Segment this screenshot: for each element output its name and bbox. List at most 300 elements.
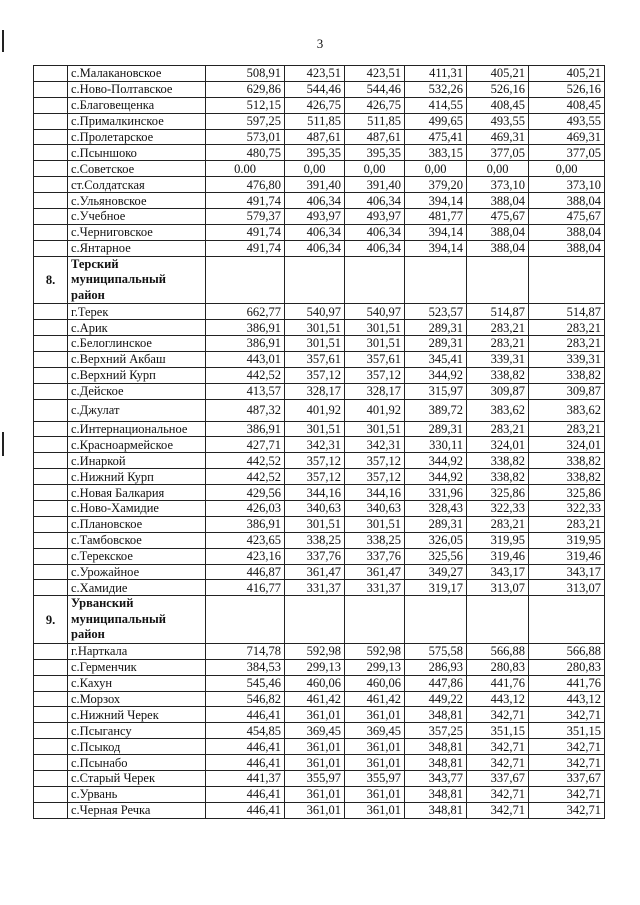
price-cell: 408,45 <box>529 97 605 113</box>
price-cell: 384,53 <box>206 659 285 675</box>
price-cell: 446,41 <box>206 786 285 802</box>
price-cell: 369,45 <box>345 723 405 739</box>
price-cell: 446,41 <box>206 755 285 771</box>
index-cell <box>34 240 68 256</box>
district-name <box>68 256 206 304</box>
settlement-name: с.Интернациональное <box>68 421 206 437</box>
price-cell: 416,77 <box>206 580 285 596</box>
price-cell: 401,92 <box>285 399 345 421</box>
table-row <box>34 437 605 453</box>
price-cell: 357,12 <box>345 453 405 469</box>
table-row <box>34 383 605 399</box>
price-cell: 289,31 <box>405 421 467 437</box>
price-cell: 348,81 <box>405 739 467 755</box>
price-cell: 405,21 <box>529 66 605 82</box>
price-cell: 394,14 <box>405 240 467 256</box>
price-cell: 319,46 <box>467 548 529 564</box>
empty-cell <box>285 596 345 644</box>
table-row <box>34 177 605 193</box>
price-cell: 343,77 <box>405 770 467 786</box>
table-row <box>34 335 605 351</box>
price-cell: 342,71 <box>467 786 529 802</box>
table-row <box>34 145 605 161</box>
price-cell: 357,25 <box>405 723 467 739</box>
price-cell: 342,71 <box>529 707 605 723</box>
settlement-name: с.Урожайное <box>68 564 206 580</box>
price-cell: 338,82 <box>467 469 529 485</box>
price-cell: 475,67 <box>467 209 529 225</box>
price-cell: 491,74 <box>206 224 285 240</box>
price-cell: 406,34 <box>285 193 345 209</box>
price-cell: 283,21 <box>467 421 529 437</box>
price-cell: 289,31 <box>405 335 467 351</box>
price-cell: 337,76 <box>345 548 405 564</box>
price-cell: 526,16 <box>467 81 529 97</box>
price-cell: 540,97 <box>285 304 345 320</box>
price-cell: 373,10 <box>529 177 605 193</box>
price-cell: 493,97 <box>285 209 345 225</box>
price-cell: 406,34 <box>345 224 405 240</box>
settlement-name: с.Советское <box>68 161 206 177</box>
price-cell: 508,91 <box>206 66 285 82</box>
price-cell: 338,82 <box>529 367 605 383</box>
price-cell: 361,47 <box>345 564 405 580</box>
price-cell: 313,07 <box>467 580 529 596</box>
price-cell: 313,07 <box>529 580 605 596</box>
table-row <box>34 66 605 82</box>
price-cell: 357,12 <box>345 469 405 485</box>
price-table <box>33 65 605 819</box>
price-cell: 423,65 <box>206 532 285 548</box>
price-cell: 579,37 <box>206 209 285 225</box>
price-cell: 511,85 <box>345 113 405 129</box>
price-cell: 0.00 <box>206 161 285 177</box>
price-cell: 351,15 <box>467 723 529 739</box>
price-cell: 480,75 <box>206 145 285 161</box>
price-cell: 343,17 <box>467 564 529 580</box>
price-cell: 325,56 <box>405 548 467 564</box>
margin-mark <box>2 432 4 456</box>
index-cell <box>34 786 68 802</box>
price-cell: 361,01 <box>285 802 345 818</box>
settlement-name: с.Красноармейское <box>68 437 206 453</box>
price-cell: 344,92 <box>405 453 467 469</box>
table-row <box>34 81 605 97</box>
district-header-row <box>34 256 605 304</box>
price-cell: 405,21 <box>467 66 529 82</box>
price-cell: 326,05 <box>405 532 467 548</box>
table-row <box>34 161 605 177</box>
price-cell: 337,67 <box>529 770 605 786</box>
price-cell: 442,52 <box>206 453 285 469</box>
price-cell: 427,71 <box>206 437 285 453</box>
settlement-name: с.Ново-Полтавское <box>68 81 206 97</box>
index-cell <box>34 224 68 240</box>
index-cell <box>34 81 68 97</box>
price-cell: 289,31 <box>405 516 467 532</box>
price-cell: 426,03 <box>206 500 285 516</box>
index-cell <box>34 177 68 193</box>
price-cell: 355,97 <box>345 770 405 786</box>
price-cell: 357,61 <box>345 351 405 367</box>
price-cell: 406,34 <box>345 240 405 256</box>
price-cell: 309,87 <box>529 383 605 399</box>
price-cell: 322,33 <box>529 500 605 516</box>
price-cell: 342,31 <box>285 437 345 453</box>
price-cell: 414,55 <box>405 97 467 113</box>
price-cell: 361,01 <box>285 707 345 723</box>
table-row <box>34 643 605 659</box>
settlement-name: с.Новая Балкария <box>68 485 206 501</box>
price-cell: 338,25 <box>285 532 345 548</box>
price-cell: 355,97 <box>285 770 345 786</box>
price-cell: 411,31 <box>405 66 467 82</box>
index-cell <box>34 320 68 336</box>
table-row <box>34 485 605 501</box>
price-cell: 423,51 <box>285 66 345 82</box>
index-cell <box>34 399 68 421</box>
index-cell <box>34 351 68 367</box>
table-row <box>34 469 605 485</box>
price-cell: 377,05 <box>529 145 605 161</box>
margin-mark <box>2 30 4 52</box>
price-cell: 442,52 <box>206 469 285 485</box>
district-index: 8. <box>34 256 68 304</box>
price-cell: 331,37 <box>345 580 405 596</box>
table-row <box>34 691 605 707</box>
settlement-name: г.Терек <box>68 304 206 320</box>
price-cell: 526,16 <box>529 81 605 97</box>
district-header-row <box>34 596 605 644</box>
price-cell: 325,86 <box>529 485 605 501</box>
table-row <box>34 802 605 818</box>
price-cell: 348,81 <box>405 786 467 802</box>
price-cell: 389,72 <box>405 399 467 421</box>
settlement-name: с.Инаркой <box>68 453 206 469</box>
price-cell: 546,82 <box>206 691 285 707</box>
price-cell: 283,21 <box>467 335 529 351</box>
price-cell: 461,42 <box>285 691 345 707</box>
table-row <box>34 564 605 580</box>
price-cell: 0,00 <box>405 161 467 177</box>
district-name-line: Терский <box>71 256 119 271</box>
price-cell: 532,26 <box>405 81 467 97</box>
price-cell: 339,31 <box>467 351 529 367</box>
price-cell: 344,92 <box>405 469 467 485</box>
price-cell: 408,45 <box>467 97 529 113</box>
price-cell: 388,04 <box>467 240 529 256</box>
price-cell: 283,21 <box>467 516 529 532</box>
settlement-name: с.Дейское <box>68 383 206 399</box>
price-cell: 0,00 <box>345 161 405 177</box>
price-cell: 299,13 <box>345 659 405 675</box>
settlement-name: с.Псыншоко <box>68 145 206 161</box>
index-cell <box>34 739 68 755</box>
price-cell: 301,51 <box>285 320 345 336</box>
index-cell <box>34 770 68 786</box>
table-row <box>34 500 605 516</box>
price-cell: 481,77 <box>405 209 467 225</box>
price-cell: 331,96 <box>405 485 467 501</box>
price-cell: 395,35 <box>345 145 405 161</box>
price-cell: 476,80 <box>206 177 285 193</box>
price-cell: 319,17 <box>405 580 467 596</box>
index-cell <box>34 453 68 469</box>
index-cell <box>34 383 68 399</box>
price-cell: 331,37 <box>285 580 345 596</box>
settlement-name: с.Плановское <box>68 516 206 532</box>
price-cell: 662,77 <box>206 304 285 320</box>
price-cell: 361,01 <box>345 739 405 755</box>
price-cell: 512,15 <box>206 97 285 113</box>
table-row <box>34 399 605 421</box>
table-row <box>34 675 605 691</box>
price-cell: 340,63 <box>345 500 405 516</box>
price-cell: 337,67 <box>467 770 529 786</box>
settlement-name: с.Джулат <box>68 399 206 421</box>
price-cell: 714,78 <box>206 643 285 659</box>
price-cell: 406,34 <box>285 224 345 240</box>
index-cell <box>34 304 68 320</box>
index-cell <box>34 97 68 113</box>
price-cell: 301,51 <box>345 516 405 532</box>
price-cell: 441,76 <box>467 675 529 691</box>
table-row <box>34 367 605 383</box>
price-cell: 337,76 <box>285 548 345 564</box>
district-index: 9. <box>34 596 68 644</box>
index-cell <box>34 548 68 564</box>
index-cell <box>34 335 68 351</box>
price-cell: 388,04 <box>467 224 529 240</box>
index-cell <box>34 209 68 225</box>
index-cell <box>34 421 68 437</box>
index-cell <box>34 643 68 659</box>
price-cell: 361,01 <box>285 739 345 755</box>
price-cell: 383,62 <box>529 399 605 421</box>
price-cell: 394,14 <box>405 193 467 209</box>
price-cell: 413,57 <box>206 383 285 399</box>
price-cell: 344,16 <box>345 485 405 501</box>
empty-cell <box>345 256 405 304</box>
settlement-name: с.Благовещенка <box>68 97 206 113</box>
price-cell: 491,74 <box>206 193 285 209</box>
price-cell: 361,01 <box>345 802 405 818</box>
price-cell: 339,31 <box>529 351 605 367</box>
price-cell: 391,40 <box>285 177 345 193</box>
district-name <box>68 596 206 644</box>
settlement-name: с.Верхний Акбаш <box>68 351 206 367</box>
price-cell: 338,82 <box>529 469 605 485</box>
price-cell: 283,21 <box>529 421 605 437</box>
price-cell: 523,57 <box>405 304 467 320</box>
price-cell: 395,35 <box>285 145 345 161</box>
price-cell: 283,21 <box>467 320 529 336</box>
price-cell: 328,17 <box>345 383 405 399</box>
table-row <box>34 532 605 548</box>
price-cell: 629,86 <box>206 81 285 97</box>
price-cell: 377,05 <box>467 145 529 161</box>
table-row <box>34 193 605 209</box>
price-cell: 487,61 <box>345 129 405 145</box>
settlement-name: с.Черниговское <box>68 224 206 240</box>
index-cell <box>34 691 68 707</box>
settlement-name: с.Янтарное <box>68 240 206 256</box>
price-cell: 345,41 <box>405 351 467 367</box>
price-cell: 388,04 <box>467 193 529 209</box>
price-cell: 319,95 <box>529 532 605 548</box>
district-name-line: район <box>71 627 105 642</box>
price-cell: 351,15 <box>529 723 605 739</box>
settlement-name: с.Малакановское <box>68 66 206 82</box>
price-cell: 475,41 <box>405 129 467 145</box>
settlement-name: с.Псыгансу <box>68 723 206 739</box>
price-cell: 391,40 <box>345 177 405 193</box>
price-cell: 544,46 <box>285 81 345 97</box>
price-cell: 283,21 <box>529 516 605 532</box>
table-row <box>34 129 605 145</box>
price-cell: 447,86 <box>405 675 467 691</box>
settlement-name: с.Морзох <box>68 691 206 707</box>
table-row <box>34 209 605 225</box>
empty-cell <box>405 256 467 304</box>
settlement-name: с.Ульяновское <box>68 193 206 209</box>
price-cell: 386,91 <box>206 335 285 351</box>
index-cell <box>34 469 68 485</box>
settlement-name: с.Псынабо <box>68 755 206 771</box>
settlement-name: с.Урвань <box>68 786 206 802</box>
price-cell: 493,55 <box>467 113 529 129</box>
price-cell: 286,93 <box>405 659 467 675</box>
price-cell: 361,47 <box>285 564 345 580</box>
price-cell: 342,71 <box>529 755 605 771</box>
price-cell: 383,62 <box>467 399 529 421</box>
price-cell: 592,98 <box>345 643 405 659</box>
index-cell <box>34 755 68 771</box>
settlement-name: с.Нижний Курп <box>68 469 206 485</box>
price-cell: 386,91 <box>206 516 285 532</box>
price-cell: 361,01 <box>345 755 405 771</box>
price-cell: 441,76 <box>529 675 605 691</box>
price-cell: 357,12 <box>285 367 345 383</box>
price-cell: 324,01 <box>467 437 529 453</box>
price-cell: 348,81 <box>405 755 467 771</box>
price-cell: 597,25 <box>206 113 285 129</box>
price-cell: 357,61 <box>285 351 345 367</box>
empty-cell <box>529 596 605 644</box>
price-cell: 454,85 <box>206 723 285 739</box>
index-cell <box>34 707 68 723</box>
empty-cell <box>467 596 529 644</box>
price-cell: 383,15 <box>405 145 467 161</box>
price-cell: 348,81 <box>405 802 467 818</box>
price-cell: 423,16 <box>206 548 285 564</box>
price-cell: 388,04 <box>529 240 605 256</box>
price-cell: 330,11 <box>405 437 467 453</box>
price-cell: 342,71 <box>529 802 605 818</box>
price-cell: 429,56 <box>206 485 285 501</box>
price-cell: 328,17 <box>285 383 345 399</box>
price-cell: 426,75 <box>285 97 345 113</box>
index-cell <box>34 532 68 548</box>
settlement-name: с.Герменчик <box>68 659 206 675</box>
settlement-name: с.Хамидие <box>68 580 206 596</box>
price-cell: 301,51 <box>285 421 345 437</box>
table-row <box>34 723 605 739</box>
price-cell: 514,87 <box>529 304 605 320</box>
price-cell: 322,33 <box>467 500 529 516</box>
index-cell <box>34 367 68 383</box>
table-row <box>34 351 605 367</box>
price-cell: 342,71 <box>467 739 529 755</box>
price-cell: 301,51 <box>345 421 405 437</box>
price-cell: 449,22 <box>405 691 467 707</box>
price-cell: 441,37 <box>206 770 285 786</box>
price-cell: 514,87 <box>467 304 529 320</box>
price-cell: 342,31 <box>345 437 405 453</box>
price-cell: 446,87 <box>206 564 285 580</box>
price-cell: 283,21 <box>529 335 605 351</box>
price-cell: 361,01 <box>345 786 405 802</box>
price-cell: 348,81 <box>405 707 467 723</box>
price-cell: 401,92 <box>345 399 405 421</box>
settlement-name: с.Учебное <box>68 209 206 225</box>
index-cell <box>34 437 68 453</box>
price-cell: 461,42 <box>345 691 405 707</box>
price-cell: 386,91 <box>206 320 285 336</box>
price-cell: 315,97 <box>405 383 467 399</box>
empty-cell <box>285 256 345 304</box>
price-cell: 487,32 <box>206 399 285 421</box>
table-row <box>34 97 605 113</box>
price-cell: 426,75 <box>345 97 405 113</box>
price-cell: 309,87 <box>467 383 529 399</box>
table-row <box>34 421 605 437</box>
settlement-name: с.Псыкод <box>68 739 206 755</box>
price-cell: 388,04 <box>529 193 605 209</box>
price-cell: 361,01 <box>285 755 345 771</box>
price-cell: 566,88 <box>467 643 529 659</box>
index-cell <box>34 516 68 532</box>
index-cell <box>34 193 68 209</box>
price-cell: 340,63 <box>285 500 345 516</box>
settlement-name: с.Арик <box>68 320 206 336</box>
table-row <box>34 580 605 596</box>
price-cell: 361,01 <box>345 707 405 723</box>
settlement-name: с.Пролетарское <box>68 129 206 145</box>
price-cell: 0,00 <box>285 161 345 177</box>
price-cell: 342,71 <box>529 786 605 802</box>
price-cell: 301,51 <box>285 335 345 351</box>
index-cell <box>34 802 68 818</box>
price-cell: 342,71 <box>467 802 529 818</box>
price-cell: 0,00 <box>529 161 605 177</box>
index-cell <box>34 723 68 739</box>
empty-cell <box>206 596 285 644</box>
settlement-name: с.Белоглинское <box>68 335 206 351</box>
page-number: 3 <box>316 36 324 51</box>
price-cell: 573,01 <box>206 129 285 145</box>
price-cell: 406,34 <box>345 193 405 209</box>
price-cell: 566,88 <box>529 643 605 659</box>
price-cell: 592,98 <box>285 643 345 659</box>
table-row <box>34 304 605 320</box>
price-cell: 299,13 <box>285 659 345 675</box>
table-row <box>34 755 605 771</box>
table-row <box>34 240 605 256</box>
price-cell: 491,74 <box>206 240 285 256</box>
price-cell: 369,45 <box>285 723 345 739</box>
price-cell: 301,51 <box>345 320 405 336</box>
